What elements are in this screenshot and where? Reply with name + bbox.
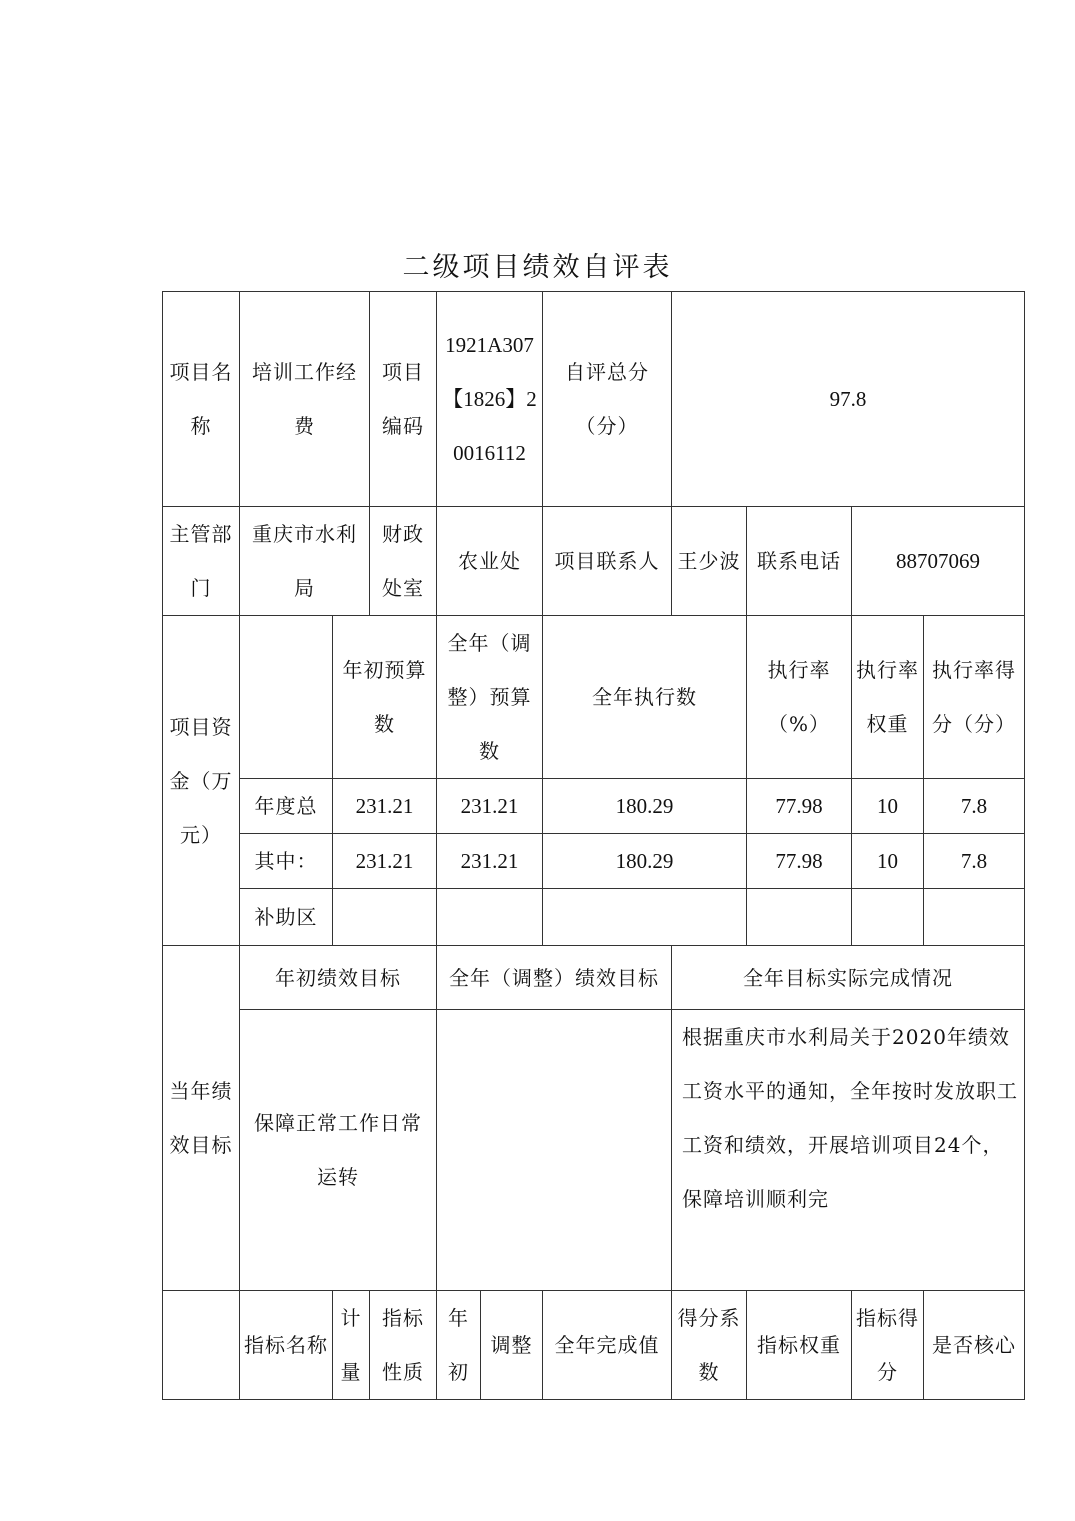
indicator-col-complete: 全年完成值 (543, 1291, 672, 1400)
indicators-blank-cell (163, 1291, 240, 1400)
funds-executed: 180.29 (543, 834, 747, 889)
goals-col-adjusted: 全年（调整）绩效目标 (437, 946, 672, 1010)
funds-col-rate: 执行率（%） (747, 616, 852, 779)
funds-score (924, 889, 1025, 946)
goals-actual-value: 根据重庆市水利局关于2020年绩效工资水平的通知，全年按时发放职工工资和绩效，开展培训项目24个，保障培训顺利完 (672, 1010, 1025, 1291)
evaluation-form-table (162, 291, 1025, 1400)
phone-value: 88707069 (852, 507, 1025, 616)
total-score-label: 自评总分（分） (543, 292, 672, 507)
funds-col-score: 执行率得分（分） (924, 616, 1025, 779)
indicator-col-coef: 得分系数 (672, 1291, 747, 1400)
project-name-label: 项目名称 (163, 292, 240, 507)
funds-rate: 77.98 (747, 779, 852, 834)
funds-section-label: 项目资金（万元） (163, 616, 240, 946)
indicator-col-initial: 年初 (437, 1291, 481, 1400)
indicator-col-score: 指标得分 (852, 1291, 924, 1400)
goals-initial-value: 保障正常工作日常运转 (240, 1010, 437, 1291)
project-code-label: 项目编码 (370, 292, 437, 507)
goals-header-row (163, 946, 1025, 1010)
funds-rate (747, 889, 852, 946)
finance-label: 财政处室 (370, 507, 437, 616)
phone-label: 联系电话 (747, 507, 852, 616)
department-row (163, 507, 1025, 616)
funds-col-initial: 年初预算数 (333, 616, 437, 779)
funds-row (163, 889, 1025, 946)
indicator-col-unit: 计量 (333, 1291, 370, 1400)
funds-row-label: 其中： (240, 834, 333, 889)
funds-blank-header (240, 616, 333, 779)
indicators-header-row (163, 1291, 1025, 1400)
indicator-col-weight: 指标权重 (747, 1291, 852, 1400)
funds-row-label: 补助区 (240, 889, 333, 946)
funds-weight: 10 (852, 834, 924, 889)
funds-initial: 231.21 (333, 834, 437, 889)
indicator-col-adjusted: 调整 (481, 1291, 543, 1400)
funds-executed (543, 889, 747, 946)
funds-executed: 180.29 (543, 779, 747, 834)
indicator-col-name: 指标名称 (240, 1291, 333, 1400)
funds-adjusted (437, 889, 543, 946)
goals-section-label: 当年绩效目标 (163, 946, 240, 1291)
funds-rate: 77.98 (747, 834, 852, 889)
funds-adjusted: 231.21 (437, 779, 543, 834)
funds-score: 7.8 (924, 779, 1025, 834)
contact-value: 王少波 (672, 507, 747, 616)
funds-row (163, 834, 1025, 889)
contact-label: 项目联系人 (543, 507, 672, 616)
funds-initial (333, 889, 437, 946)
funds-header-row (163, 616, 1025, 779)
funds-initial: 231.21 (333, 779, 437, 834)
indicator-col-nature: 指标性质 (370, 1291, 437, 1400)
funds-col-weight: 执行率权重 (852, 616, 924, 779)
goals-col-actual: 全年目标实际完成情况 (672, 946, 1025, 1010)
total-score-value: 97.8 (672, 292, 1025, 507)
funds-col-executed: 全年执行数 (543, 616, 747, 779)
project-code-value: 1921A307【1826】20016112 (437, 292, 543, 507)
funds-weight (852, 889, 924, 946)
page-title: 二级项目绩效自评表 (402, 252, 673, 283)
funds-row-label: 年度总 (240, 779, 333, 834)
funds-adjusted: 231.21 (437, 834, 543, 889)
goals-content-row (163, 1010, 1025, 1291)
finance-value: 农业处 (437, 507, 543, 616)
funds-score: 7.8 (924, 834, 1025, 889)
project-info-row (163, 292, 1025, 507)
dept-label: 主管部门 (163, 507, 240, 616)
project-name-value: 培训工作经费 (240, 292, 370, 507)
dept-value: 重庆市水利局 (240, 507, 370, 616)
funds-col-adjusted: 全年（调整）预算数 (437, 616, 543, 779)
funds-weight: 10 (852, 779, 924, 834)
goals-col-initial: 年初绩效目标 (240, 946, 437, 1010)
indicator-col-core: 是否核心 (924, 1291, 1025, 1400)
goals-adjusted-value (437, 1010, 672, 1291)
funds-row (163, 779, 1025, 834)
